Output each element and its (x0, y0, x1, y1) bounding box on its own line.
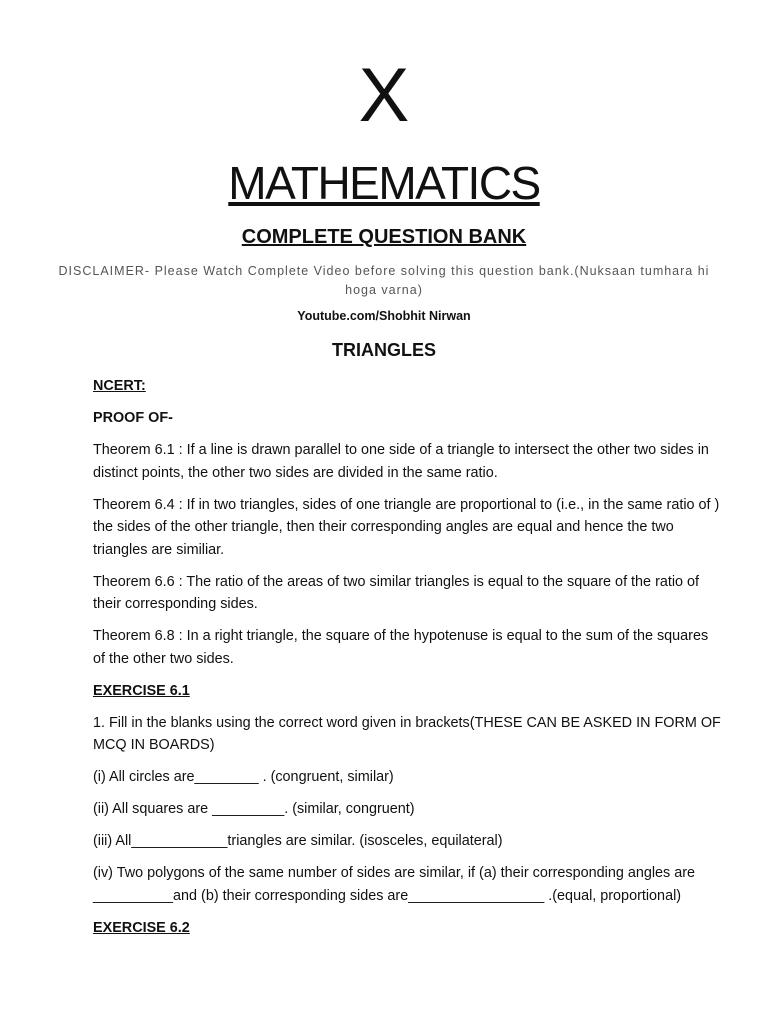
document-subtitle: COMPLETE QUESTION BANK (241, 226, 527, 248)
disclaimer-text: DISCLAIMER- Please Watch Complete Video before solving this question bank.(Nuksaan tumhara hi hoga varna) (58, 264, 710, 297)
youtube-credit: Youtube.com/Shobhit Nirwan (297, 309, 471, 323)
ncert-heading: NCERT: (93, 378, 146, 394)
class-grade: X (358, 53, 410, 138)
question-1: 1. Fill in the blanks using the correct word given in brackets(THESE CAN BE ASKED IN FORM OF MCQ IN BOARDS) (93, 714, 721, 753)
chapter-title: TRIANGLES (331, 340, 436, 360)
exercise-6-2-heading: EXERCISE 6.2 (93, 919, 190, 936)
proof-heading: PROOF OF- (93, 410, 173, 426)
blank-item-iii: (iii) All____________triangles are similar. (isosceles, equilateral) (93, 833, 503, 849)
blank-item-i: (i) All circles are________ . (congruent, similar) (93, 769, 394, 785)
theorem-6-4: Theorem 6.4 : If in two triangles, sides of one triangle are proportional to (i.e., in the same ratio of ) the sides of the other triangle, then their corresponding angles are equal and hence the two triangles are similiar. (93, 496, 720, 558)
document-body (93, 375, 723, 949)
theorem-6-6: Theorem 6.6 : The ratio of the areas of two similar triangles is equal to the square of the ratio of their corresponding sides. (93, 573, 700, 612)
exercise-6-1-heading: EXERCISE 6.1 (93, 682, 190, 699)
blank-item-iv: (iv) Two polygons of the same number of sides are similar, if (a) their corresponding angles are __________and (b) their corresponding sides are_________________ .(equal, proportional) (93, 865, 696, 904)
blank-item-ii: (ii) All squares are _________. (similar, congruent) (93, 801, 415, 817)
theorem-6-8: Theorem 6.8 : In a right triangle, the square of the hypotenuse is equal to the sum of the squares of the other two sides. (93, 628, 709, 667)
theorem-6-1: Theorem 6.1 : If a line is drawn parallel to one side of a triangle to intersect the other two sides in distinct points, the other two sides are divided in the same ratio. (93, 442, 709, 481)
subject-title: MATHEMATICS (228, 157, 540, 209)
